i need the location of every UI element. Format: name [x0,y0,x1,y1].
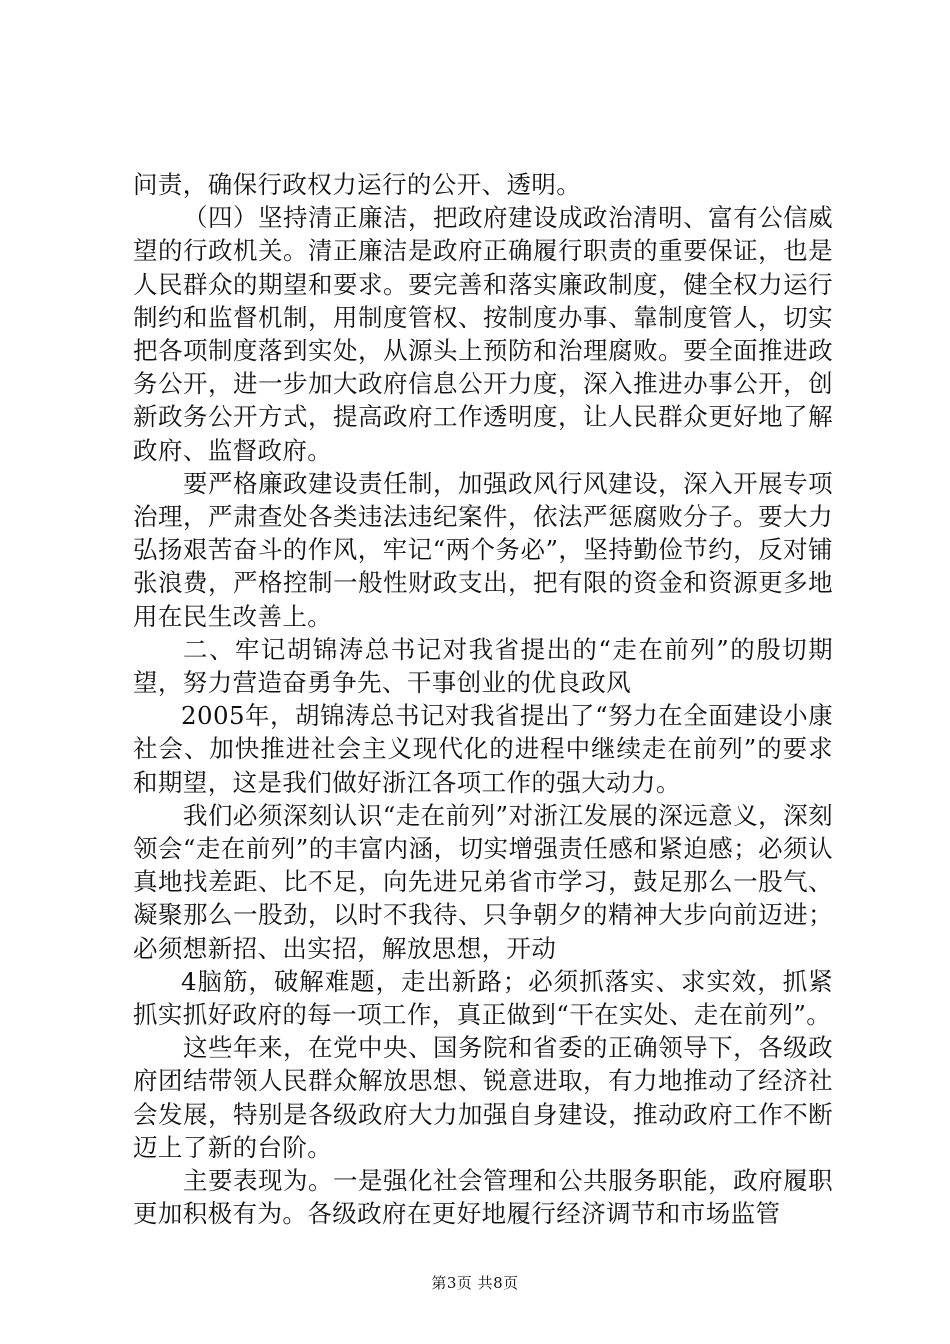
paragraph-4: 2005年，胡锦涛总书记对我省提出了“努力在全面建设小康社会、加快推进社会主义现代化的进程中继续走在前列”的要求和期望，这是我们做好浙江各项工作的强大动力。 [133,701,833,797]
paragraph-3: 要严格廉政建设责任制，加强政风行风建设，深入开展专项治理，严肃查处各类违法违纪案件，依法严惩腐败分子。要大力弘扬艰苦奋斗的作风，牢记“两个务必”，坚持勤俭节约，反对铺张浪费，严格控制一般性财政支出，把有限的资金和资源更多地用在民生改善上。 [133,468,833,631]
paragraph-1: 问责，确保行政权力运行的公开、透明。 [133,170,582,199]
paragraph-2: （四）坚持清正廉洁，把政府建设成政治清明、富有公信威望的行政机关。清正廉洁是政府正确履行职责的重要保证，也是人民群众的期望和要求。要完善和落实廉政制度，健全权力运行制约和监督机制，用制度管权、按制度办事、靠制度管人，切实把各项制度落到实处，从源头上预防和治理腐败。要全面推进政务公开，进一步加大政府信息公开力度，深入推进办事公开，创新政务公开方式，提高政府工作透明度，让人民群众更好地了解政府、监督政府。 [133,203,833,465]
paragraph-8: 主要表现为。一是强化社会管理和公共服务职能，政府履职更加积极有为。各级政府在更好地履行经济调节和市场监管 [133,1166,833,1229]
paragraph-6: 4脑筋，破解难题，走出新路；必须抓落实、求实效，抓紧抓实抓好政府的每一项工作，真正做到“干在实处、走在前列”。 [133,966,833,1030]
paragraph-7: 这些年来，在党中央、国务院和省委的正确领导下，各级政府团结带领人民群众解放思想、锐意进取，有力地推动了经济社会发展，特别是各级政府大力加强自身建设，推动政府工作不断迈上了新的台阶。 [133,1033,833,1162]
document-body [133,168,833,1231]
page-footer: 第3页 共8页 [431,1274,519,1292]
paragraph-5: 我们必须深刻认识“走在前列”对浙江发展的深远意义，深刻领会“走在前列”的丰富内涵，切实增强责任感和紧迫感；必须认真地找差距、比不足，向先进兄弟省市学习，鼓足那么一股气、凝聚那么一股劲，以时不我待、只争朝夕的精神大步向前迈进；必须想新招、出实招，解放思想，开动 [133,800,833,963]
section-heading: 二、牢记胡锦涛总书记对我省提出的“走在前列”的殷切期望，努力营造奋勇争先、干事创业的优良政风 [133,634,833,698]
